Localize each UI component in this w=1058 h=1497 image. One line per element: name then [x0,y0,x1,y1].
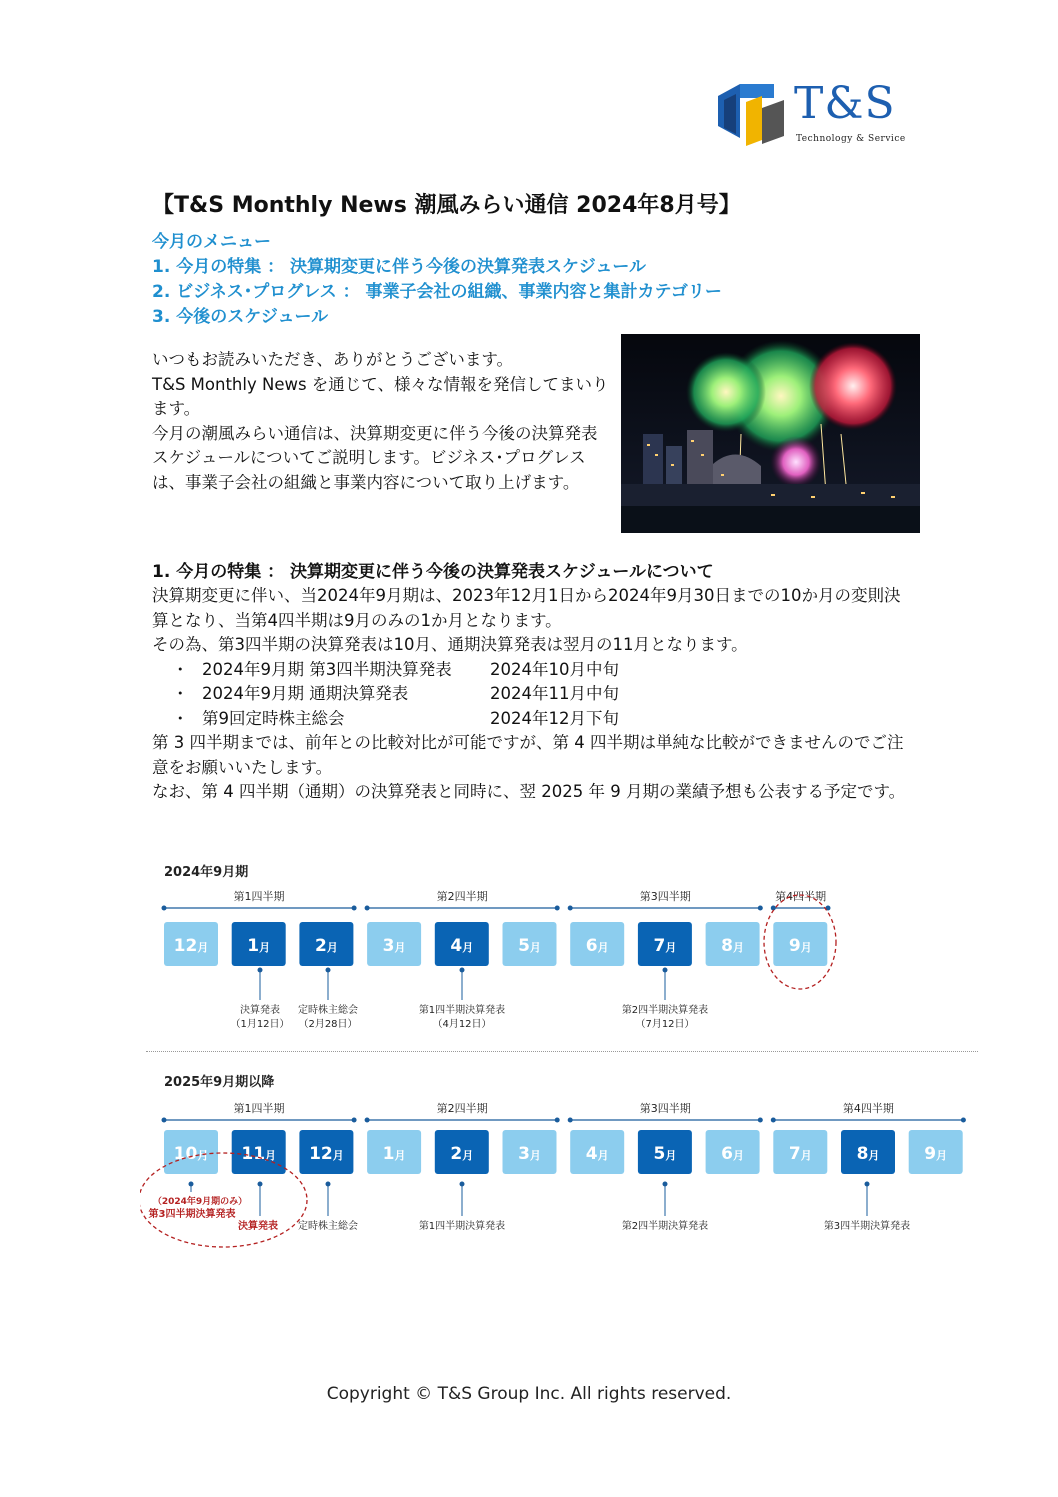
event-date: （4月12日） [432,1019,492,1030]
month-label: 12月 [309,1144,344,1164]
month-label: 8月 [856,1144,880,1164]
month-box [299,922,353,966]
feature-heading: 1. 今月の特集 ： 決算期変更に伴う今後の決算発表スケジュールについて [152,562,714,582]
month-box [841,1130,895,1174]
month-box [909,1130,963,1174]
month-label: 3月 [382,936,406,956]
event-date: （7月12日） [635,1019,695,1030]
company-logo [712,78,912,150]
timeline-divider [146,1051,978,1052]
event-label: 定時株主総会 [298,1221,358,1232]
month-box [570,1130,624,1174]
intro-line-1: いつもお読みいただき、ありがとうございます。 [152,350,514,369]
event-label: 第1四半期決算発表 [418,1005,506,1016]
event-label: 第3四半期決算発表 [823,1221,911,1232]
intro-text [152,348,610,495]
quarter-brackets [162,889,831,911]
month-box [773,922,827,966]
month-boxes [164,922,827,966]
intro-line-3: 今月の潮風みらい通信は、決算期変更に伴う今後の決算発表スケジュールについてご説明します。ビジネス･プログレスは、事業子会社の組織と事業内容について取り上げます。 [152,423,598,492]
month-box [638,1130,692,1174]
quarter-label: 第1四半期 [233,1102,285,1115]
month-label: 10月 [173,1144,209,1164]
month-label: 6月 [585,936,609,956]
month-boxes [164,1130,963,1174]
event-note: （2024年9月期のみ） [152,1197,248,1207]
event-date: （1月12日） [230,1019,290,1030]
quarter-label: 第1四半期 [233,890,285,903]
month-label: 2月 [450,1144,474,1164]
menu-item-1: 1. 今月の特集 ： 決算期変更に伴う今後の決算発表スケジュール [152,257,647,277]
quarter-label: 第4四半期 [842,1102,894,1115]
list-item: ・ 2024年9月期 第3四半期決算発表 2024年10月中旬 [172,659,619,679]
month-box [299,1130,353,1174]
month-label: 4月 [450,936,474,956]
month-label: 9月 [788,936,812,956]
logo-wordmark: T&S [794,78,896,129]
month-box [232,922,286,966]
month-box [435,1130,489,1174]
month-box [638,922,692,966]
menu-item-2: 2. ビジネス･プログレス ： 事業子会社の組織、事業内容と集計カテゴリー [152,282,722,302]
month-box [503,1130,557,1174]
month-box [232,1130,286,1174]
feature-paragraph-2: その為、第3四半期の決算発表は10月、通期決算発表は翌月の11月となります。 [152,635,748,654]
quarter-brackets [162,1101,966,1123]
event-label: 第2四半期決算発表 [621,1221,709,1232]
timeline-label: 2024年9月期 [164,865,249,880]
month-box [570,922,624,966]
month-label: 5月 [518,936,541,956]
logo-tagline: Technology & Service [796,134,906,144]
month-label: 9月 [924,1144,948,1164]
quarter-label: 第3四半期 [639,1102,691,1115]
feature-paragraph-3: 第 3 四半期までは、前年との比較対比が可能ですが、第 4 四半期は単純な比較ができませんのでご注意をお願いいたします。 [152,733,904,777]
month-label: 3月 [518,1144,541,1164]
timeline-2024 [140,850,980,1040]
month-label: 1月 [382,1144,406,1164]
intro-line-2: T&S Monthly News を通じて、様々な情報を発信してまいります。 [152,374,609,418]
quarter-label: 第4四半期 [775,890,827,903]
month-label: 5月 [653,1144,677,1164]
schedule-list [152,658,912,732]
menu-item-3: 3. 今後のスケジュール [152,307,329,327]
timeline-label: 2025年9月期以降 [164,1075,275,1090]
month-box [706,1130,760,1174]
copyright-footer: Copyright © T&S Group Inc. All rights reserved. [326,1384,732,1404]
month-label: 2月 [314,936,338,956]
list-item: ・ 第9回定時株主総会 2024年12月下旬 [172,708,619,728]
feature-paragraph-1: 決算期変更に伴い、当2024年9月期は、2023年12月1日から2024年9月30日までの10か月の変則決算となり、当第4四半期は9月のみの1か月となります。 [152,586,901,630]
quarter-label: 第2四半期 [436,1102,488,1115]
month-box [435,922,489,966]
event-label: 決算発表 [238,1221,278,1232]
quarter-label: 第2四半期 [436,890,488,903]
event-date: （2月28日） [298,1019,358,1030]
event-label: 第1四半期決算発表 [418,1221,506,1232]
month-label: 6月 [721,1144,745,1164]
list-item: ・ 2024年9月期 通期決算発表 2024年11月中旬 [172,684,619,703]
month-box [164,922,218,966]
month-box [164,1130,218,1174]
month-label: 7月 [788,1144,812,1164]
month-label: 8月 [721,936,745,956]
event-note: 第3四半期決算発表 [148,1209,236,1220]
menu-heading: 今月のメニュー [152,232,271,252]
month-box [367,922,421,966]
month-box [367,1130,421,1174]
month-label: 1月 [247,936,271,956]
month-label: 7月 [653,936,677,956]
month-label: 4月 [585,1144,609,1164]
month-label: 11月 [241,1144,277,1164]
timeline-2025 [140,1060,980,1250]
month-box [773,1130,827,1174]
monthly-menu [152,230,722,330]
logo-mark-icon [712,78,790,150]
event-label: 第2四半期決算発表 [621,1005,709,1016]
newsletter-title: 【T&S Monthly News 潮風みらい通信 2024年8月号】 [152,193,741,218]
month-box [503,922,557,966]
month-box [706,922,760,966]
feature-section [152,560,912,805]
event-label: 決算発表 [240,1005,280,1016]
month-label: 12月 [173,936,209,956]
fireworks-photo [621,334,920,533]
feature-paragraph-4: なお、第 4 四半期（通期）の決算発表と同時に、翌 2025 年 9 月期の業績予想も公表する予定です。 [152,782,906,801]
event-label: 定時株主総会 [298,1005,358,1016]
quarter-label: 第3四半期 [639,890,691,903]
